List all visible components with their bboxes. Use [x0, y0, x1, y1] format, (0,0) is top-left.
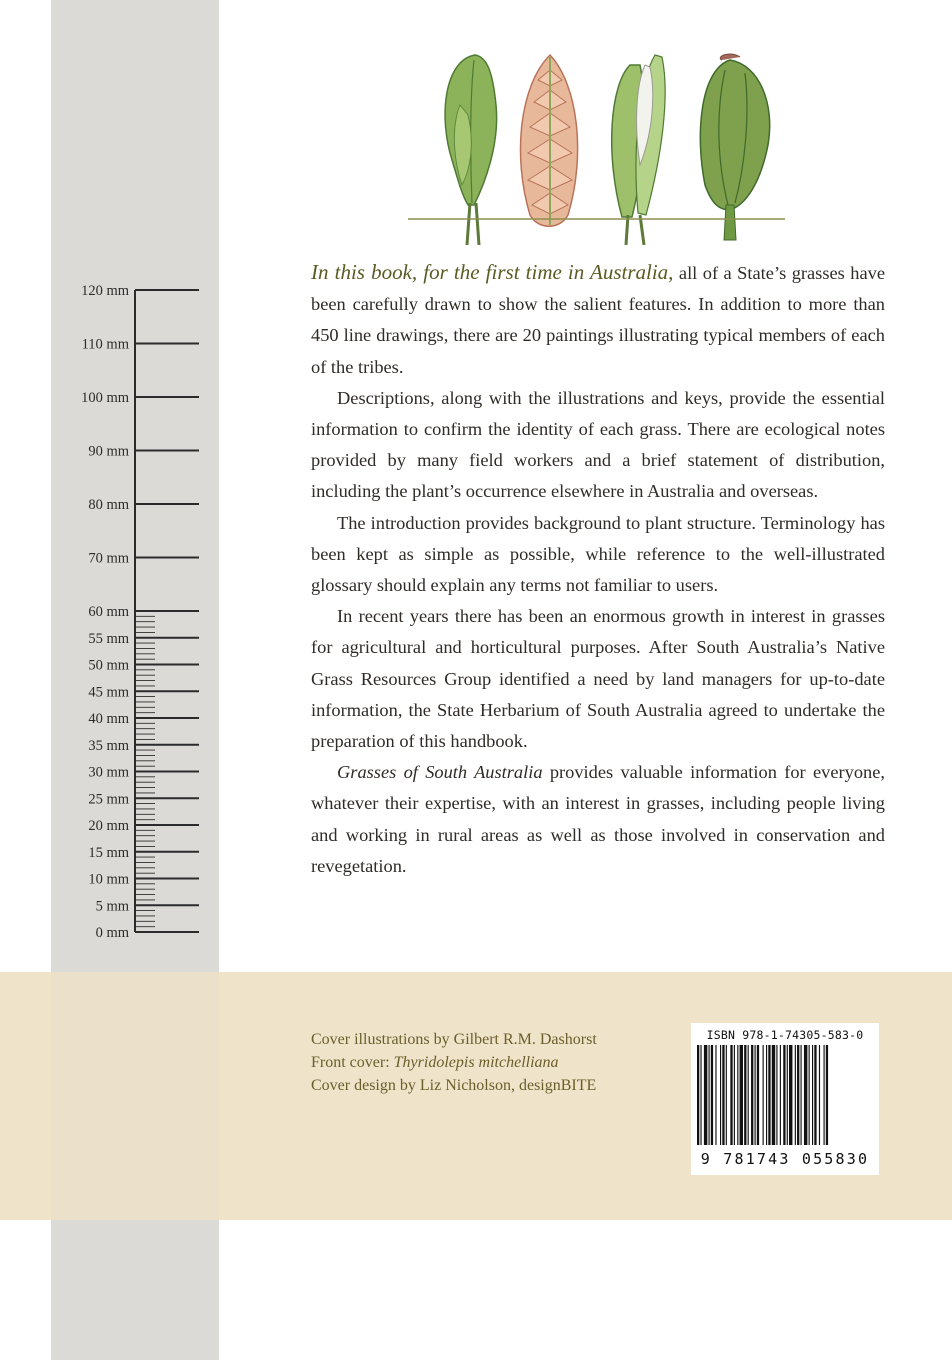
barcode-bar — [744, 1045, 746, 1145]
barcode-bar — [801, 1045, 802, 1145]
spikelet-3-painting — [612, 55, 665, 245]
ruler-label: 40 mm — [88, 711, 129, 727]
barcode-bar — [697, 1045, 699, 1145]
ruler-label: 60 mm — [88, 604, 129, 620]
barcode-bar — [751, 1045, 753, 1145]
spikelet-4-painting — [700, 54, 769, 240]
grass-spikelet-illustration — [400, 45, 790, 245]
barcode-bar — [715, 1045, 716, 1145]
blurb-paragraph-5 — [311, 757, 885, 882]
ruler-label: 45 mm — [88, 684, 129, 701]
barcode-bar — [730, 1045, 732, 1145]
barcode-bar — [768, 1045, 770, 1145]
barcode-bar — [748, 1045, 749, 1145]
barcode-bar — [734, 1045, 735, 1145]
barcode-bar — [737, 1045, 738, 1145]
barcode-bar — [789, 1045, 792, 1145]
cover-credits — [311, 1028, 597, 1097]
spikelet-1-painting — [445, 55, 497, 245]
ruler-label: 80 mm — [88, 497, 129, 513]
credit-design: Cover design by Liz Nicholson, designBITE — [311, 1077, 597, 1094]
ruler-label: 55 mm — [88, 630, 129, 647]
barcode-bar — [772, 1045, 775, 1145]
barcode-digits: 9 781743 055830 — [700, 1150, 870, 1168]
ruler-label: 110 mm — [81, 336, 129, 353]
barcode-bar — [755, 1045, 756, 1145]
barcode-bar — [819, 1045, 820, 1145]
blurb-paragraph-1 — [311, 257, 885, 383]
barcode-bar — [709, 1045, 710, 1145]
isbn-barcode — [691, 1023, 879, 1175]
credit-front-cover-species: Thyridolepis mitchelliana — [393, 1054, 559, 1071]
barcode-bar — [700, 1045, 701, 1145]
barcode-bar — [704, 1045, 707, 1145]
barcode-bar — [797, 1045, 799, 1145]
ruler-label: 50 mm — [88, 657, 129, 674]
barcode-bars — [697, 1045, 873, 1149]
blurb-lead: In this book, for the first time in Australia, — [311, 260, 674, 284]
barcode-bar — [787, 1045, 788, 1145]
barcode-bar — [804, 1045, 807, 1145]
barcode-bar — [826, 1045, 828, 1145]
barcode-bar — [814, 1045, 816, 1145]
book-title: Grasses of South Australia — [337, 762, 543, 783]
blurb-text — [311, 257, 885, 882]
credit-illustrations: Cover illustrations by Gilbert R.M. Dashorst — [311, 1031, 597, 1048]
barcode-bar — [763, 1045, 764, 1145]
blurb-paragraph-4: In recent years there has been an enormous growth in interest in grasses for agricultural and horticultural purposes. After South Australia’s Native Grass Resources Group identified a need by land managers for up-to-date information, the State Herbarium of South Australia agreed to undertake the preparation of this handbook. — [311, 606, 885, 752]
ruler-label: 100 mm — [81, 390, 129, 406]
barcode-bar — [766, 1045, 767, 1145]
blurb-p1-rest: all of a State’s grasses have been carefully drawn to show the salient features. In addition to more than 450 line drawings, there are 20 paintings illustrating typical members of each of the tribes. — [311, 263, 885, 377]
barcode-bar — [780, 1045, 781, 1145]
ruler-label: 15 mm — [88, 844, 129, 861]
barcode-bar — [757, 1045, 759, 1145]
spikelet-2-painting — [520, 55, 577, 226]
credit-front-cover — [311, 1051, 597, 1074]
ruler-label: 25 mm — [88, 791, 129, 808]
blurb-paragraph-2: Descriptions, along with the illustrations and keys, provide the essential information to confirm the identity of each grass. There are ecological notes provided by many field workers and a brief statement of distribution, including the plant’s occurrence elsewhere in Australia and overseas. — [311, 387, 885, 502]
isbn-label: ISBN 978-1-74305-583-0 — [706, 1028, 864, 1042]
ruler-label: 5 mm — [95, 898, 129, 915]
barcode-bar — [711, 1045, 713, 1145]
credit-front-cover-label: Front cover: — [311, 1054, 394, 1071]
barcode-bar — [726, 1045, 727, 1145]
ruler-label: 120 mm — [81, 283, 129, 299]
ruler-strip-band-overlap — [51, 972, 219, 1220]
mm-ruler — [51, 270, 219, 950]
ruler-label: 70 mm — [88, 550, 129, 567]
barcode-bar — [809, 1045, 810, 1145]
blurb-paragraph-3: The introduction provides background to plant structure. Terminology has been kept as simple as possible, while reference to the well-illustrated glossary should explain any terms not familiar to users. — [311, 512, 885, 596]
barcode-bar — [783, 1045, 785, 1145]
barcode-bar — [795, 1045, 796, 1145]
barcode-bar — [776, 1045, 777, 1145]
ruler-label: 10 mm — [88, 871, 129, 888]
blurb-p5-rest: provides valuable information for everyone, whatever their expertise, with an interest in grasses, including people living and working in rural areas as well as those involved in conservation and revegetation. — [311, 762, 885, 876]
ruler-label: 35 mm — [88, 737, 129, 754]
barcode-bar — [812, 1045, 813, 1145]
barcode-bar — [824, 1045, 825, 1145]
ruler-label: 90 mm — [88, 443, 129, 460]
ruler-label: 20 mm — [88, 818, 129, 834]
barcode-bar — [722, 1045, 724, 1145]
ruler-label: 0 mm — [95, 925, 129, 941]
ruler-label: 30 mm — [88, 764, 129, 781]
barcode-bar — [720, 1045, 721, 1145]
barcode-bar — [740, 1045, 743, 1145]
